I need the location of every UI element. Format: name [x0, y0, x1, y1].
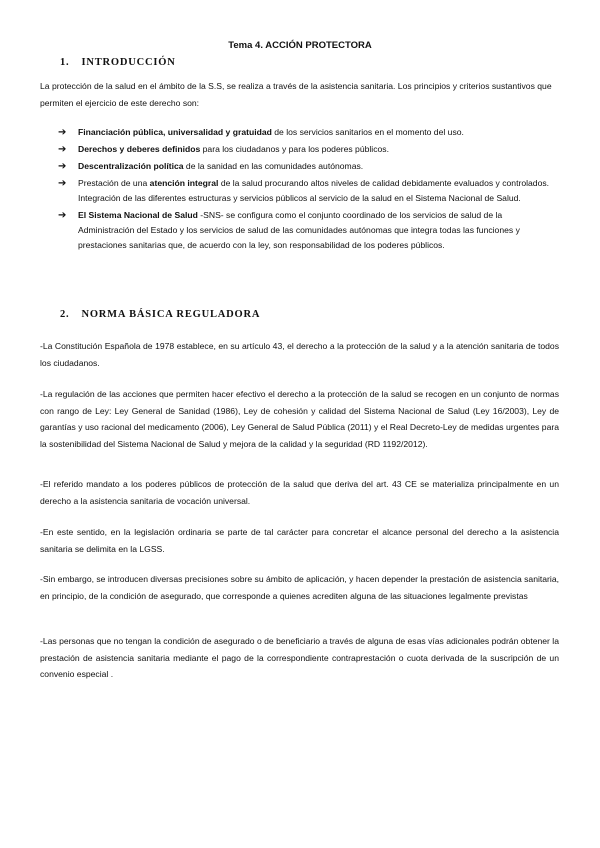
- bullet-bold-text: Financiación pública, universalidad y gratuidad: [78, 127, 272, 137]
- section-1-intro: La protección de la salud en el ámbito de la S.S, se realiza a través de la asistencia sanitaria. Los principios y criterios sustantivos que permiten el ejercicio de este derecho son:: [40, 81, 552, 108]
- principles-list: [58, 125, 558, 255]
- right-arrow-icon: ➔: [58, 127, 67, 138]
- section-2-number: 2.: [60, 309, 70, 320]
- paragraph: -Sin embargo, se introducen diversas precisiones sobre su ámbito de aplicación, y hacen depender la prestación de asistencia sanitaria, en principio, de la condición de asegurado, que corresponde a quienes acrediten alguna de las situaciones legalmente previstas: [40, 574, 559, 601]
- list-item: [58, 125, 558, 140]
- bullet-text-pre: Prestación de una: [78, 177, 150, 188]
- bullet-bold-text: El Sistema Nacional de Salud: [78, 209, 198, 220]
- list-item: [58, 208, 558, 254]
- paragraph: -La regulación de las acciones que permiten hacer efectivo el derecho a la protección de la salud se recogen en un conjunto de normas con rango de Ley: Ley General de Sanidad (1986), Ley de cohesión y calidad del Sistema Nacional de Salud (Ley 16/2003), Ley de garantías y uso racional del medicamento (2006), Ley General de Salud Pública (2011) y el Real Decreto-Ley de medidas urgentes para la sostenibilidad del Sistema Nacional de Salud y mejora de la calidad y la seguridad (RD 1192/2012).: [40, 389, 559, 449]
- list-item: [58, 176, 558, 206]
- section-1-heading: [60, 57, 176, 68]
- bullet-bold-text: Derechos y deberes definidos: [78, 143, 201, 154]
- bullet-text: de la salud procurando altos niveles de calidad debidamente evaluados y controlados. Integración de las diferentes estructuras y servicios públicos al servicio de la salud en el Sistema Nacional de Salud.: [78, 177, 550, 203]
- bullet-text: de los servicios sanitarios en el momento del uso.: [271, 127, 464, 137]
- bullet-text: para los ciudadanos y para los poderes públicos.: [200, 143, 389, 154]
- list-item: [58, 142, 558, 157]
- bullet-bold-text: atención integral: [149, 177, 219, 188]
- bullet-text: -SNS- se configura como el conjunto coordinado de los servicios de salud de la Administración del Estado y los servicios de salud de las comunidades autónomas que integra todas las funciones y prestaciones sanitarias que, de acuerdo con la ley, son responsabilidad de los poderes públicos.: [78, 209, 520, 251]
- list-item: [58, 159, 558, 174]
- document-title: Tema 4. ACCIÓN PROTECTORA: [228, 40, 372, 51]
- bullet-text: de la sanidad en las comunidades autónomas.: [183, 160, 364, 171]
- section-1-number: 1.: [60, 57, 70, 68]
- right-arrow-icon: ➔: [58, 177, 67, 189]
- bullet-bold-text: Descentralización política: [78, 160, 184, 171]
- section-1-title: INTRODUCCIÓN: [81, 57, 176, 68]
- right-arrow-icon: ➔: [58, 143, 67, 155]
- section-2-title: NORMA BÁSICA REGULADORA: [81, 309, 261, 320]
- paragraph: -La Constitución Española de 1978 establece, en su artículo 43, el derecho a la protección de la salud y a la atención sanitaria de todos los ciudadanos.: [40, 341, 559, 368]
- paragraph: -Las personas que no tengan la condición de asegurado o de beneficiario a través de alguna de esas vías adicionales podrán obtener la prestación de asistencia sanitaria mediante el pago de la correspondiente contraprestación o cuota derivada de la suscripción de un convenio especial .: [40, 636, 559, 679]
- right-arrow-icon: ➔: [58, 209, 67, 221]
- paragraph: -En este sentido, en la legislación ordinaria se parte de tal carácter para concretar el alcance personal del derecho a la asistencia sanitaria se delimita en la LGSS.: [40, 527, 559, 554]
- section-2-heading: [60, 309, 260, 320]
- paragraph: -El referido mandato a los poderes públicos de protección de la salud que deriva del art. 43 CE se materializa principalmente en un derecho a la asistencia sanitaria de vocación universal.: [40, 479, 559, 506]
- right-arrow-icon: ➔: [58, 160, 67, 172]
